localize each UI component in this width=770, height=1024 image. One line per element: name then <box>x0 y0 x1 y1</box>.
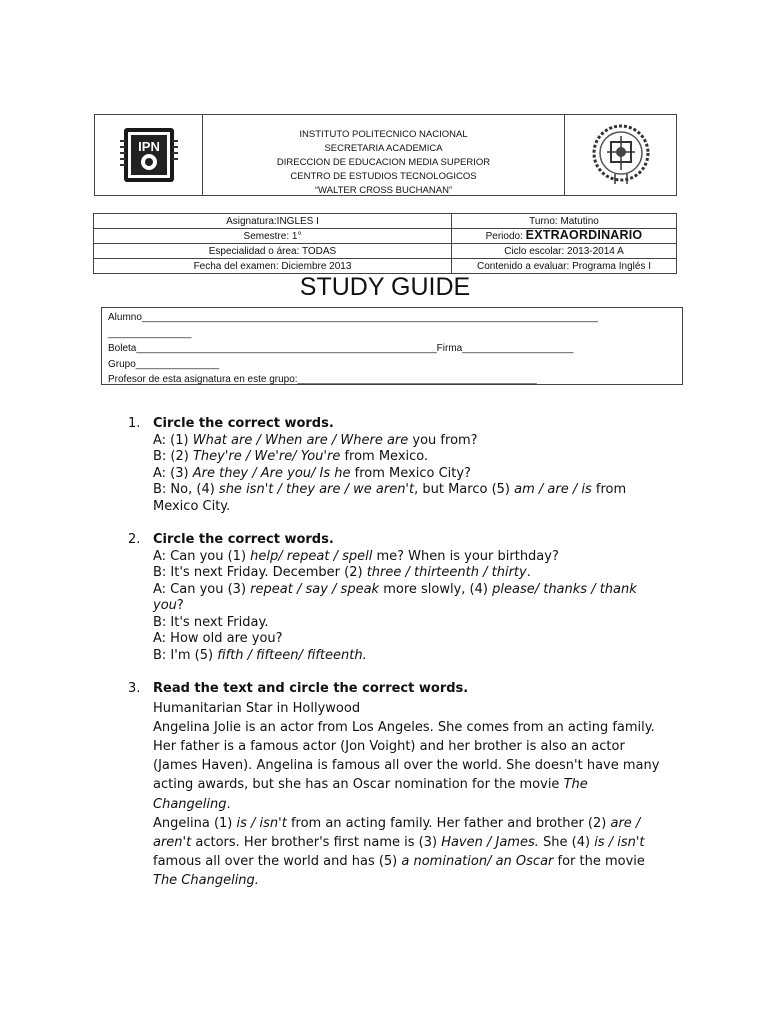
reading-subtitle: Humanitarian Star in Hollywood <box>153 700 361 716</box>
especialidad-cell: Especialidad o área: TODAS <box>94 244 452 259</box>
table-row <box>94 244 677 259</box>
exam-info-table <box>93 213 677 274</box>
question-line: A: How old are you? <box>153 631 283 646</box>
alumno-field-continued: _______________ <box>108 327 192 339</box>
contenido-cell: Contenido a evaluar: Programa Inglés I <box>452 259 677 274</box>
logo-right-cell <box>564 115 676 195</box>
question-number: 1. <box>128 416 141 431</box>
question-line: B: No, (4) she isn't / they are / we aren't, but Marco (5) am / are / is from Mexico City. <box>153 482 627 514</box>
fecha-cell: Fecha del examen: Diciembre 2013 <box>94 259 452 274</box>
svg-text:IPN: IPN <box>137 139 160 154</box>
question-2 <box>128 532 668 664</box>
question-line: A: Can you (3) repeat / say / speak more slowly, (4) please/ thanks / thank you? <box>153 581 637 613</box>
ciclo-cell: Ciclo escolar: 2013-2014 A <box>452 244 677 259</box>
institution-line: “WALTER CROSS BUCHANAN” <box>314 185 453 196</box>
student-info-box <box>101 307 683 385</box>
question-heading: Read the text and circle the correct words. <box>153 681 469 696</box>
table-row <box>94 259 677 274</box>
table-row <box>94 229 677 244</box>
grupo-field[interactable]: Grupo_______________ <box>108 358 220 370</box>
question-line: A: (1) What are / When are / Where are you from? <box>153 432 478 448</box>
institution-line: INSTITUTO POLITECNICO NACIONAL <box>299 129 468 140</box>
reading-paragraph: Angelina Jolie is an actor from Los Angeles. She comes from an acting family. Her father is a famous actor (Jon Voight) and her brother is also an actor (James Haven). Angelina is famous all over the world. She doesn't have many acting awards, but she has an Oscar nomination for the movie The Changeling. <box>153 719 660 812</box>
questions-list <box>128 416 668 908</box>
ipn-logo-icon <box>118 124 180 186</box>
exercise-paragraph: Angelina (1) is / isn't from an acting family. Her father and brother (2) are / aren't actors. Her brother's first name is (3) Haven / James. She (4) is / isn't famous all over the world and has (5) a nomination/ an Oscar for the movie The Changeling. <box>153 815 645 889</box>
boleta-firma-field[interactable]: Boleta______________________________________________________Firma____________________ <box>108 343 574 354</box>
page-title: STUDY GUIDE <box>299 273 471 301</box>
question-line: B: I'm (5) fifth / fifteen/ fifteenth. <box>153 647 367 663</box>
question-1 <box>128 416 668 515</box>
periodo-cell <box>452 229 677 244</box>
question-line: A: (3) Are they / Are you/ Is he from Mexico City? <box>153 465 471 481</box>
table-row <box>94 214 677 229</box>
turno-cell: Turno: Matutino <box>452 214 677 229</box>
alumno-field[interactable]: Alumno__________________________________________________________________________________ <box>108 312 598 323</box>
question-line: A: Can you (1) help/ repeat / spell me? When is your birthday? <box>153 548 559 564</box>
asignatura-cell: Asignatura:INGLES I <box>94 214 452 229</box>
periodo-label: Periodo: <box>485 231 526 242</box>
profesor-field[interactable]: Profesor de esta asignatura en este grupo:___________________________________________ <box>108 374 537 385</box>
header-box <box>94 114 677 196</box>
question-line: B: (2) They're / We're/ You're from Mexico. <box>153 449 429 464</box>
question-heading: Circle the correct words. <box>153 416 334 431</box>
semestre-cell: Semestre: 1° <box>94 229 452 244</box>
question-3 <box>128 681 668 891</box>
institution-text <box>203 128 564 198</box>
cecyt-logo-icon <box>589 122 653 188</box>
question-line: B: It's next Friday. December (2) three / thirteenth / thirty. <box>153 565 531 580</box>
institution-line: CENTRO DE ESTUDIOS TECNOLOGICOS <box>290 171 477 182</box>
question-line: B: It's next Friday. <box>153 614 269 630</box>
question-heading: Circle the correct words. <box>153 532 334 547</box>
logo-left-cell <box>95 115 203 195</box>
periodo-value: EXTRAORDINARIO <box>525 228 643 242</box>
institution-line: DIRECCION DE EDUCACION MEDIA SUPERIOR <box>276 157 491 168</box>
institution-line: SECRETARIA ACADEMICA <box>324 143 443 154</box>
question-number: 2. <box>128 532 141 547</box>
question-number: 3. <box>128 681 141 696</box>
